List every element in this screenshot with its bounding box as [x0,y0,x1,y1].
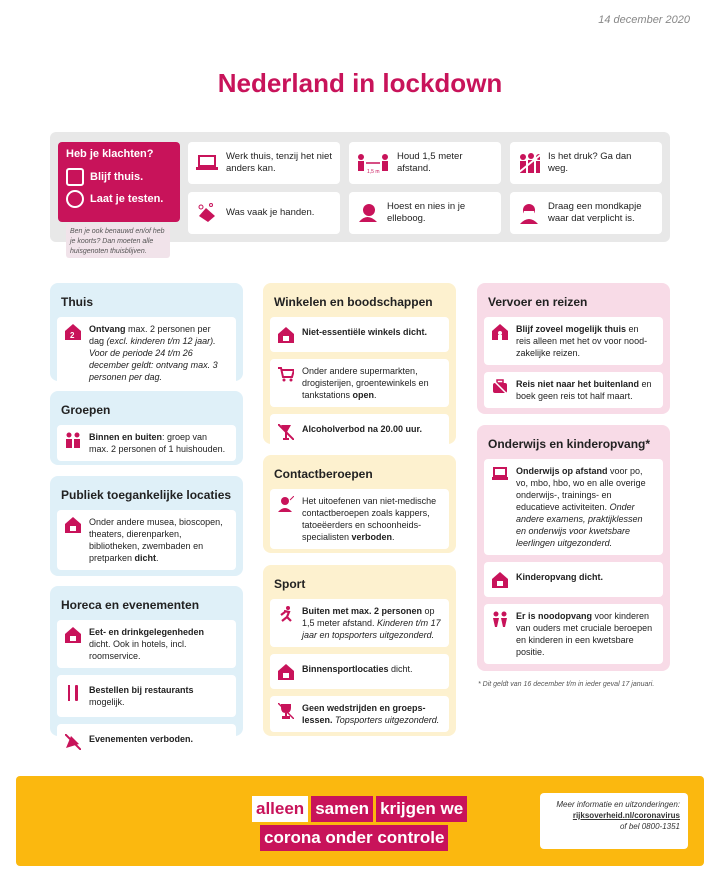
cart-icon [278,366,294,382]
klachten-box [58,142,180,222]
home-person-icon [492,324,508,340]
slogan: alleen samen krijgen we corona onder controle [252,796,470,854]
test-icon [66,190,84,208]
section-title: Thuis [61,295,93,309]
section-winkelen: Winkelen en boodschappen Niet-essentiële winkels dicht. Onder andere supermarkten, drogisterijen, groentewinkels en tankstations open. Alcoholverbod na 20.00 uur. [263,283,456,444]
rule-face-mask: Draag een mondkapje waar dat verplicht is. [510,192,662,234]
no-alcohol-icon [278,424,294,440]
trophy-icon [278,703,294,719]
footnote: * Dit geldt van 16 december t/m in ieder geval 17 januari. [478,681,655,688]
laptop-icon [492,466,508,482]
section-horeca: Horeca en evenementen Eet- en drinkgelegenheden dicht. Ook in hotels, incl. roomservice. Bestellen bij restaurants mogelijk. Evenementen verboden. [50,586,243,736]
section-vervoer: Vervoer en reizen Blijf zoveel mogelijk thuis en reis alleen met het ov voor noodzakelijke reizen. Reis niet naar het buitenland en boek geen reis tot half maart. [477,283,670,414]
stay-home: Blijf thuis. [90,171,144,183]
section-contactberoepen: Contactberoepen Het uitoefenen van niet-medische contactberoepen zoals kappers, tatoeëerders en schoonheidsspecialisten verboden. [263,455,456,553]
klachten-note: Ben je ook benauwd en/of heb je koorts? Dan moeten alle huisgenoten thuisblijven. [66,224,170,258]
cutlery-icon [65,685,81,701]
rule-wash-hands: Was vaak je handen. [188,192,340,234]
date: 14 december 2020 [598,14,690,26]
rule-work-home: Werk thuis, tenzij het niet anders kan. [188,142,340,184]
locked-building-icon [278,327,294,343]
cough-icon [357,202,379,224]
section-sport: Sport Buiten met max. 2 personen op 1,5 meter afstand. Kinderen t/m 17 jaar en topsporters uitgezonderd. Binnensportlocaties dicht. Geen wedstrijden en groepslessen. Topsporters uitgezonderd. [263,565,456,736]
locked-building-icon [65,517,81,533]
hands-icon [196,202,218,224]
two-people-icon [65,432,81,448]
distance-label: 1,5 m [367,169,380,174]
house-two-icon [65,324,81,340]
hairdresser-icon [278,496,294,512]
page-title: Nederland in lockdown [217,68,503,98]
klachten-heading: Heb je klachten? [66,148,154,160]
locked-building-icon [65,627,81,643]
section-publiek: Publiek toegankelijke locaties Onder andere musea, bioscopen, theaters, dierenparken, bibliotheken, zwembaden en pretparken dicht. [50,476,243,576]
mask-icon [518,202,540,224]
section-thuis: Thuis 2 Ontvang max. 2 personen per dag (excl. kinderen t/m 12 jaar). Voor de periode 24 t/m 26 december geldt: ontvang max. 3 personen per dag. [50,283,243,381]
laptop-icon [196,152,218,174]
get-tested: Laat je testen. [90,193,164,205]
crowd-icon [518,152,540,174]
section-groepen: Groepen Binnen en buiten: groep van max. 2 personen of 1 huishouden. [50,391,243,465]
home-icon [66,168,84,186]
runner-icon [278,606,294,622]
distance-icon [357,152,389,174]
rule-distance: 1,5 m Houd 1,5 meter afstand. [349,142,501,184]
rule-crowded: Is het druk? Ga dan weg. [510,142,662,184]
section-onderwijs: Onderwijs en kinderopvang* Onderwijs op afstand voor po, vo, mbo, hbo, wo en alle overige onderwijs-, trainings- en educatieve activiteiten. Onder andere examens, praktijklessen en onderwijs voor kwetsbare leerlingen uitgezonderd. Kinderopvang dicht. Er is noodopvang voor kinderen van ouders met cruciale beroepen en kinderen in een kwetsbare positie. [477,425,670,671]
info-link[interactable]: rijksoverheid.nl/coronavirus [572,811,680,820]
locked-building-icon [492,572,508,588]
no-events-icon [65,734,81,750]
locked-building-icon [278,664,294,680]
children-icon [492,611,508,627]
rule-cough: Hoest en nies in je elleboog. [349,192,501,234]
info-box: Meer informatie en uitzonderingen: rijksoverheid.nl/coronavirus of bel 0800-1351 [540,793,688,849]
no-travel-icon [492,379,508,395]
thuis-badge: 2 [70,331,75,340]
